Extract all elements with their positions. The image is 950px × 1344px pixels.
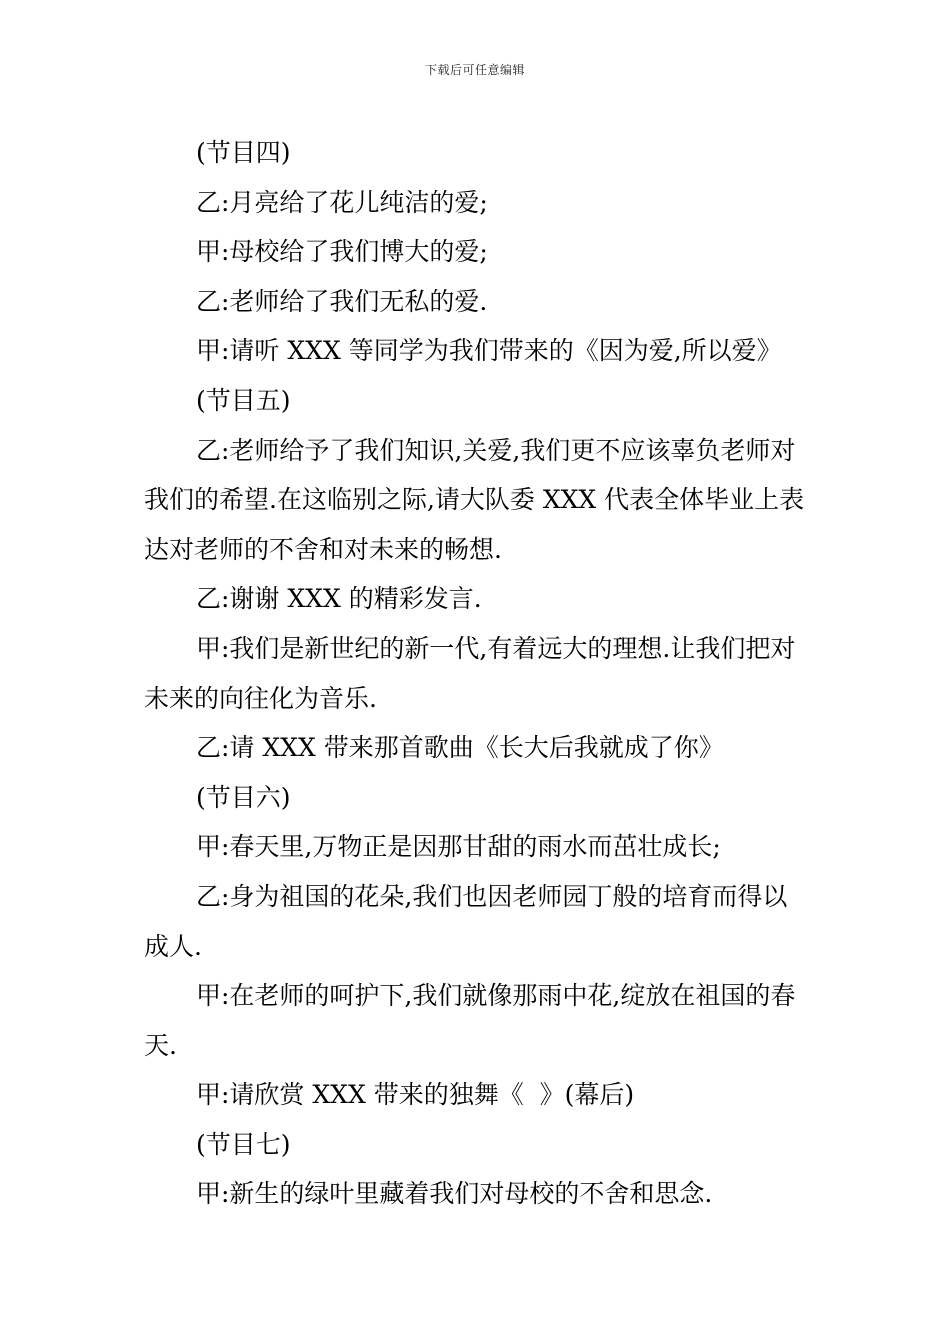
program-heading: (节目六) — [196, 782, 291, 812]
dialogue-line: 甲:请听 XXX 等同学为我们带来的《因为爱,所以爱》 — [196, 336, 782, 366]
document-body — [144, 128, 808, 1219]
dialogue-line: 甲:母校给了我们博大的爱; — [196, 237, 488, 267]
dialogue-line: 甲:请欣赏 XXX 带来的独舞《 》(幕后) — [196, 1080, 635, 1110]
dialogue-line: 甲:我们是新世纪的新一代,有着远大的理想.让我们把对未来的向往化为音乐. — [144, 633, 796, 713]
dialogue-line: 乙:身为祖国的花朵,我们也因老师园丁般的培育而得以成人. — [144, 881, 788, 961]
dialogue-line: 乙:老师给了我们无私的爱. — [196, 286, 488, 316]
program-heading: (节目五) — [196, 385, 291, 415]
dialogue-line: 乙:请 XXX 带来那首歌曲《长大后我就成了你》 — [196, 733, 724, 763]
page-header: 下载后可任意编辑 — [424, 63, 525, 77]
program-heading: (节目四) — [196, 138, 291, 167]
dialogue-line: 甲:在老师的呵护下,我们就像那雨中花,绽放在祖国的春天. — [144, 981, 796, 1060]
dialogue-line: 甲:新生的绿叶里藏着我们对母校的不舍和思念. — [196, 1179, 713, 1209]
program-heading: (节目七) — [196, 1129, 291, 1159]
dialogue-line: 乙:老师给予了我们知识,关爱,我们更不应该辜负老师对我们的希望.在这临别之际,请大队委 XXX 代表全体毕业上表达对老师的不舍和对未来的畅想. — [144, 435, 805, 564]
dialogue-line: 甲:春天里,万物正是因那甘甜的雨水而茁壮成长; — [196, 832, 721, 862]
dialogue-line: 乙:月亮给了花儿纯洁的爱; — [196, 187, 488, 217]
dialogue-line: 乙:谢谢 XXX 的精彩发言. — [196, 584, 482, 614]
